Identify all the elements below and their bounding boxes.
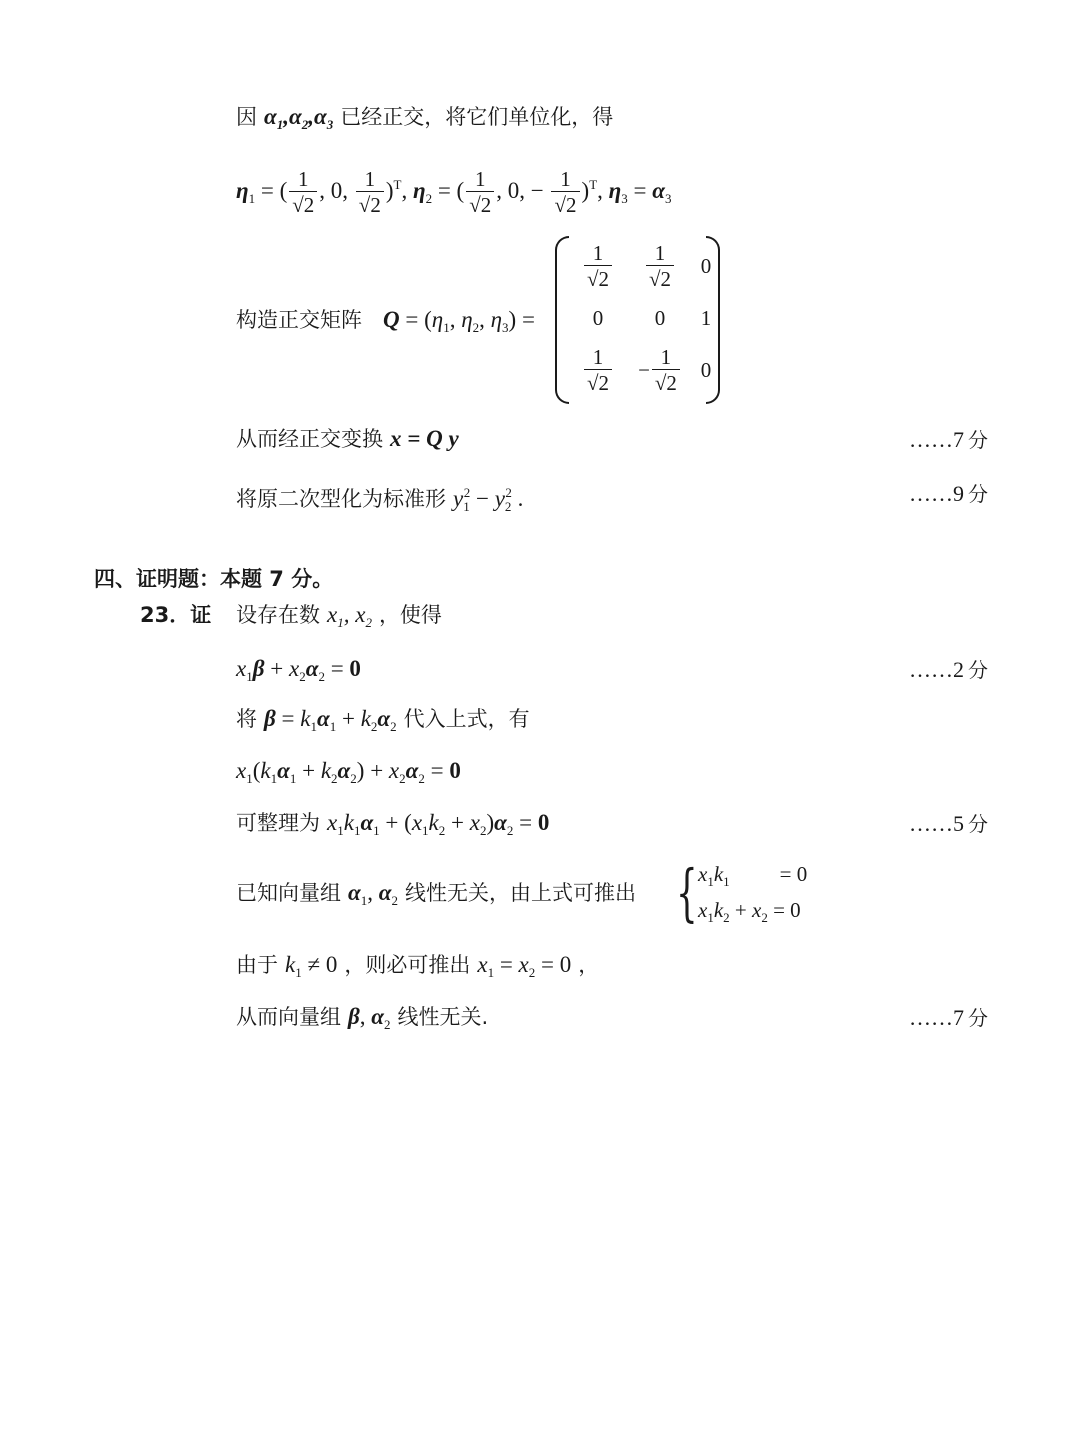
x-eq-qy: x = Q y <box>390 426 459 451</box>
step-8: 从而向量组 β, $\alpha_2$ 线性无关. <box>236 1004 489 1032</box>
section-heading: 四、证明题：本题 7 分。 <box>94 567 334 591</box>
matrix-q: $\frac{1}{√2}$ $\frac{1}{√2}$ 0 0 0 1 $\frac{1}{√2}$ − $\frac{1}{√2}$ 0 <box>555 236 720 404</box>
score-marker: ……9 分 <box>909 481 988 506</box>
transform-text: 从而经正交变换 <box>236 427 383 451</box>
unit-normalize-line <box>236 102 613 140</box>
orthogonal-transform-line <box>236 424 459 455</box>
matrix-cell: 0 <box>654 305 666 330</box>
score-marker: ……5 分 <box>909 811 988 836</box>
standard-form-line <box>236 478 523 522</box>
matrix-cell: 0 <box>592 305 604 330</box>
step-4: $x_1(k_1\alpha_1 + k_2\alpha_2) + x_2\alpha_2 = 0$ <box>236 758 461 786</box>
matrix-cell: 0 <box>700 253 712 278</box>
text-prefix: 因 <box>236 105 257 129</box>
problem-23-line <box>140 600 211 631</box>
step-5: 可整理为 $x_1k_1\alpha_1 + (x_1k_2 + x_2)\alpha_2 = 0$ <box>236 810 550 838</box>
left-brace: { <box>676 856 698 929</box>
problem-number: 23．证 <box>140 603 212 627</box>
system-eq-1: $x_1k_1 = 0$ <box>698 862 808 889</box>
construct-matrix-label: 构造正交矩阵 <box>236 308 362 332</box>
right-paren <box>706 236 720 404</box>
orthogonal-matrix-line <box>236 305 535 343</box>
eta-definitions: $\eta_1$ = ( $\frac{1}{√2}$ , 0, $\frac{1}{√2}$ )$^T$, $\eta_2$ = ( $\frac{1}{√2}$ , 0, − $\frac{1}{√2}$ )$^T$, $\eta_3 = \alpha_3$ <box>236 167 672 218</box>
step-1: 设存在数 $x_1$, $x_2$ ，使得 <box>236 602 442 630</box>
standard-form-text: 将原二次型化为标准形 <box>236 487 446 511</box>
step-2: $x_1\beta + x_2\alpha_2 = 0$ <box>236 656 361 684</box>
standard-form-expr: $y_1^2 - y_2^2$ . <box>453 485 524 514</box>
system-eq-2: $x_1k_2 + x_2 = 0$ <box>698 898 801 925</box>
matrix-cell: 0 <box>700 357 712 382</box>
step-3: 将 $\beta = k_1\alpha_1 + k_2\alpha_2$ 代入上式，有 <box>236 706 530 734</box>
vectors-alpha123: $\alpha_1,\alpha_2,\alpha_3$ <box>264 104 334 132</box>
score-marker: ……2 分 <box>909 657 988 682</box>
score-marker: ……7 分 <box>909 1005 988 1030</box>
step-7: 由于 $k_1 \ne 0$ ，则必可推出 $x_1 = x_2 = 0$ ， <box>236 952 600 980</box>
score-marker: ……7 分 <box>909 427 988 452</box>
matrix-cell: 1 <box>700 305 712 330</box>
q-definition: $Q = (\eta_1$, $\eta_2$, $\eta_3$) = <box>383 307 535 335</box>
text-suffix: 已经正交，将它们单位化，得 <box>340 105 614 129</box>
step-6: 已知向量组 $\alpha_1$, $\alpha_2$ 线性无关，由上式可推出 <box>236 880 636 908</box>
